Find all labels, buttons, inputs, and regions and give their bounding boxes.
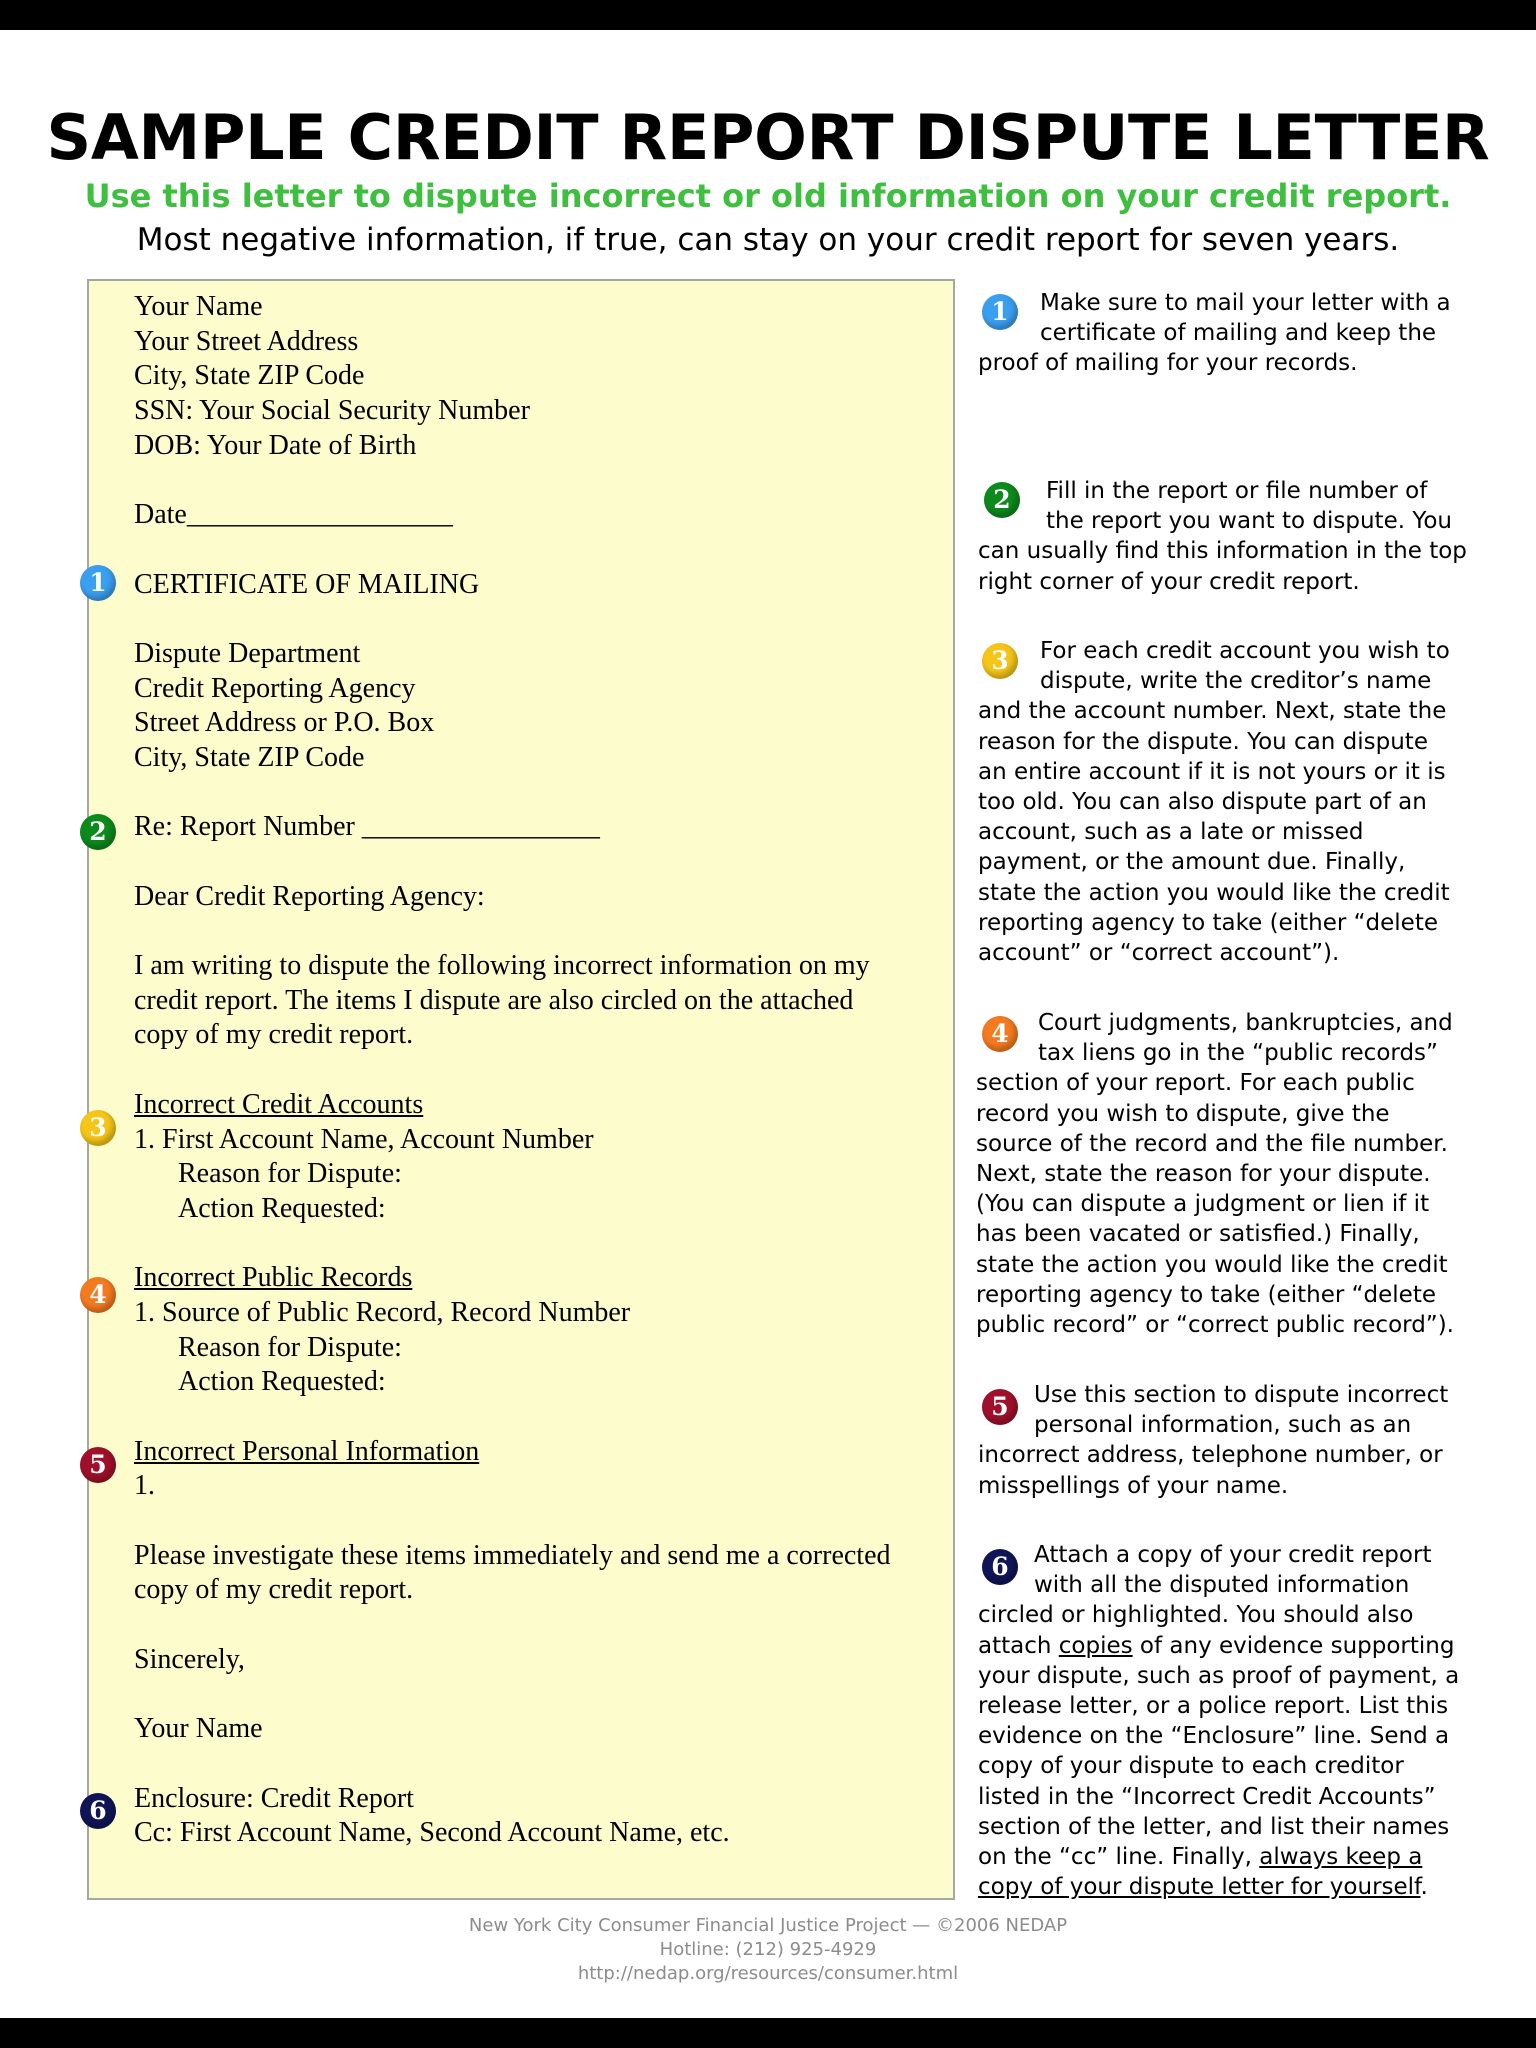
tip-1	[978, 288, 1458, 379]
footer-org: New York City Consumer Financial Justice Project — ©2006 NEDAP	[468, 1915, 1068, 1936]
tip-line	[978, 1872, 1458, 1902]
tip-line: release letter, or a police report. List this	[978, 1693, 1449, 1720]
tip-line: circled or highlighted. You should also	[978, 1602, 1414, 1629]
records-heading: Incorrect Public Records	[134, 1262, 413, 1294]
tip-line: proof of mailing for your records.	[978, 350, 1358, 377]
tip-line: incorrect address, telephone number, or	[978, 1442, 1443, 1469]
tip-badge-6-icon: 6	[982, 1549, 1018, 1585]
personal-item: 1.	[134, 1470, 155, 1502]
personal-heading: Incorrect Personal Information	[134, 1435, 480, 1467]
cc-line: Cc: First Account Name, Second Account Name, etc.	[134, 1817, 730, 1849]
recipient-city: City, State ZIP Code	[134, 741, 365, 773]
page-title: SAMPLE CREDIT REPORT DISPUTE LETTER	[46, 101, 1490, 174]
tip-line: source of the record and the file number.	[976, 1130, 1448, 1157]
tip-line: reason for the dispute. You can dispute	[978, 728, 1428, 755]
footer-url[interactable]: http://nedap.org/resources/consumer.html	[577, 1963, 959, 1984]
tip-line	[978, 1631, 1458, 1661]
re-line: Re: Report Number _________________	[134, 811, 600, 843]
tip-line: record you wish to dispute, give the	[976, 1100, 1390, 1127]
date-line: Date___________________	[134, 499, 453, 531]
closing-line: Please investigate these items immediately and send me a corrected	[134, 1539, 891, 1571]
certificate-of-mailing: CERTIFICATE OF MAILING	[134, 568, 480, 600]
tip-line: an entire account if it is not yours or it is	[978, 758, 1446, 785]
tip-line: with all the disputed information	[1034, 1572, 1410, 1599]
tip-line: (You can dispute a judgment or lien if it	[976, 1191, 1430, 1218]
keep-copy-emphasis: always keep a	[1259, 1844, 1423, 1871]
page-note: Most negative information, if true, can stay on your credit report for seven years.	[136, 222, 1400, 258]
letter-body	[134, 290, 964, 1851]
sender-street: Your Street Address	[134, 325, 359, 357]
records-reason: Reason for Dispute:	[178, 1331, 402, 1363]
tip-line: and the account number. Next, state the	[978, 698, 1447, 725]
badge-2-icon: 2	[80, 814, 116, 850]
tip-line: Fill in the report or file number of	[1046, 478, 1428, 504]
sender-city: City, State ZIP Code	[134, 360, 365, 392]
tip-line: section of the letter, and list their names	[978, 1813, 1450, 1840]
badge-6-icon: 6	[80, 1793, 116, 1829]
tip-line: evidence on the “Enclosure” line. Send a	[978, 1723, 1450, 1750]
tip-line: dispute, write the creditor’s name	[1040, 668, 1432, 695]
sender-name: Your Name	[134, 291, 263, 322]
tip-line: misspellings of your name.	[978, 1472, 1289, 1499]
badge-5-icon: 5	[80, 1447, 116, 1483]
tip-3	[978, 636, 1458, 968]
tip-line: For each credit account you wish to	[1040, 638, 1450, 664]
sender-ssn: SSN: Your Social Security Number	[134, 395, 530, 427]
tip-badge-4-icon: 4	[982, 1016, 1018, 1052]
tip-badge-5-icon: 5	[982, 1389, 1018, 1425]
tip-badge-3-icon: 3	[982, 643, 1018, 679]
closing-line: copy of my credit report.	[134, 1574, 414, 1606]
recipient-dept: Dispute Department	[134, 637, 361, 669]
tip-line: state the action you would like the credit	[976, 1251, 1448, 1278]
records-action: Action Requested:	[178, 1366, 386, 1398]
tip-line: payment, or the amount due. Finally,	[978, 849, 1406, 876]
tip-line: account” or “correct account”).	[978, 940, 1340, 967]
intro-line: copy of my credit report.	[134, 1019, 414, 1051]
accounts-heading: Incorrect Credit Accounts	[134, 1088, 424, 1120]
tip-line: Court judgments, bankruptcies, and	[1038, 1010, 1453, 1036]
copies-emphasis: copies	[1058, 1632, 1133, 1659]
tip-line: the report you want to dispute. You	[1046, 508, 1452, 535]
tip-line: account, such as a late or missed	[978, 819, 1364, 846]
tip-line: section of your report. For each public	[976, 1070, 1415, 1097]
tip-text: on the “cc” line. Finally,	[978, 1844, 1260, 1871]
accounts-item: 1. First Account Name, Account Number	[134, 1123, 594, 1155]
page-subtitle: Use this letter to dispute incorrect or old information on your credit report.	[84, 177, 1452, 215]
signature-name: Your Name	[134, 1713, 263, 1745]
enclosure-line: Enclosure: Credit Report	[134, 1782, 414, 1814]
tip-line: your dispute, such as proof of payment, a	[978, 1662, 1460, 1689]
tip-line: Make sure to mail your letter with a	[1040, 290, 1451, 316]
recipient-street: Street Address or P.O. Box	[134, 707, 435, 739]
tip-badge-1-icon: 1	[982, 294, 1018, 330]
tip-2	[978, 476, 1467, 597]
tip-line: listed in the “Incorrect Credit Accounts”	[978, 1783, 1436, 1810]
tip-line	[978, 1842, 1458, 1872]
bottom-border	[0, 2018, 1536, 2048]
tip-5	[978, 1380, 1458, 1501]
tip-line: can usually find this information in the top	[978, 538, 1467, 565]
tip-line: has been vacated or satisfied.) Finally,	[976, 1221, 1420, 1248]
top-border	[0, 0, 1536, 30]
footer-hotline: Hotline: (212) 925-4929	[659, 1939, 877, 1960]
salutation: Dear Credit Reporting Agency:	[134, 880, 485, 912]
sign-off: Sincerely,	[134, 1643, 245, 1675]
tip-line: certificate of mailing and keep the	[1040, 320, 1437, 347]
tip-6	[978, 1540, 1458, 1902]
tip-line: tax liens go in the “public records”	[1038, 1040, 1438, 1067]
sender-dob: DOB: Your Date of Birth	[134, 429, 417, 461]
keep-copy-emphasis: copy of your dispute letter for yourself	[978, 1874, 1421, 1901]
tip-line: reporting agency to take (either “delete	[976, 1281, 1436, 1308]
tip-line: Next, state the reason for your dispute.	[976, 1161, 1431, 1188]
tip-line: right corner of your credit report.	[978, 568, 1360, 595]
accounts-action: Action Requested:	[178, 1192, 386, 1224]
tip-line: personal information, such as an	[1034, 1412, 1412, 1439]
tip-line: public record” or “correct public record”).	[976, 1312, 1454, 1339]
tip-4	[976, 1008, 1456, 1340]
badge-1-icon: 1	[80, 565, 116, 601]
tip-text: attach	[978, 1632, 1059, 1659]
badge-3-icon: 3	[80, 1110, 116, 1146]
accounts-reason: Reason for Dispute:	[178, 1158, 402, 1190]
tip-badge-2-icon: 2	[984, 482, 1020, 518]
tip-line: copy of your dispute to each creditor	[978, 1753, 1404, 1780]
tip-text: .	[1420, 1874, 1428, 1901]
intro-line: credit report. The items I dispute are also circled on the attached	[134, 984, 854, 1016]
tip-line: too old. You can also dispute part of an	[978, 789, 1427, 816]
intro-line: I am writing to dispute the following incorrect information on my	[134, 950, 870, 982]
records-item: 1. Source of Public Record, Record Number	[134, 1296, 631, 1328]
recipient-agency: Credit Reporting Agency	[134, 672, 416, 704]
badge-4-icon: 4	[80, 1277, 116, 1313]
tip-text: of any evidence supporting	[1132, 1632, 1455, 1659]
tip-line: state the action you would like the credit	[978, 879, 1450, 906]
tip-line: reporting agency to take (either “delete	[978, 909, 1438, 936]
tip-line: Attach a copy of your credit report	[1034, 1542, 1432, 1568]
tip-line: Use this section to dispute incorrect	[1034, 1382, 1449, 1408]
